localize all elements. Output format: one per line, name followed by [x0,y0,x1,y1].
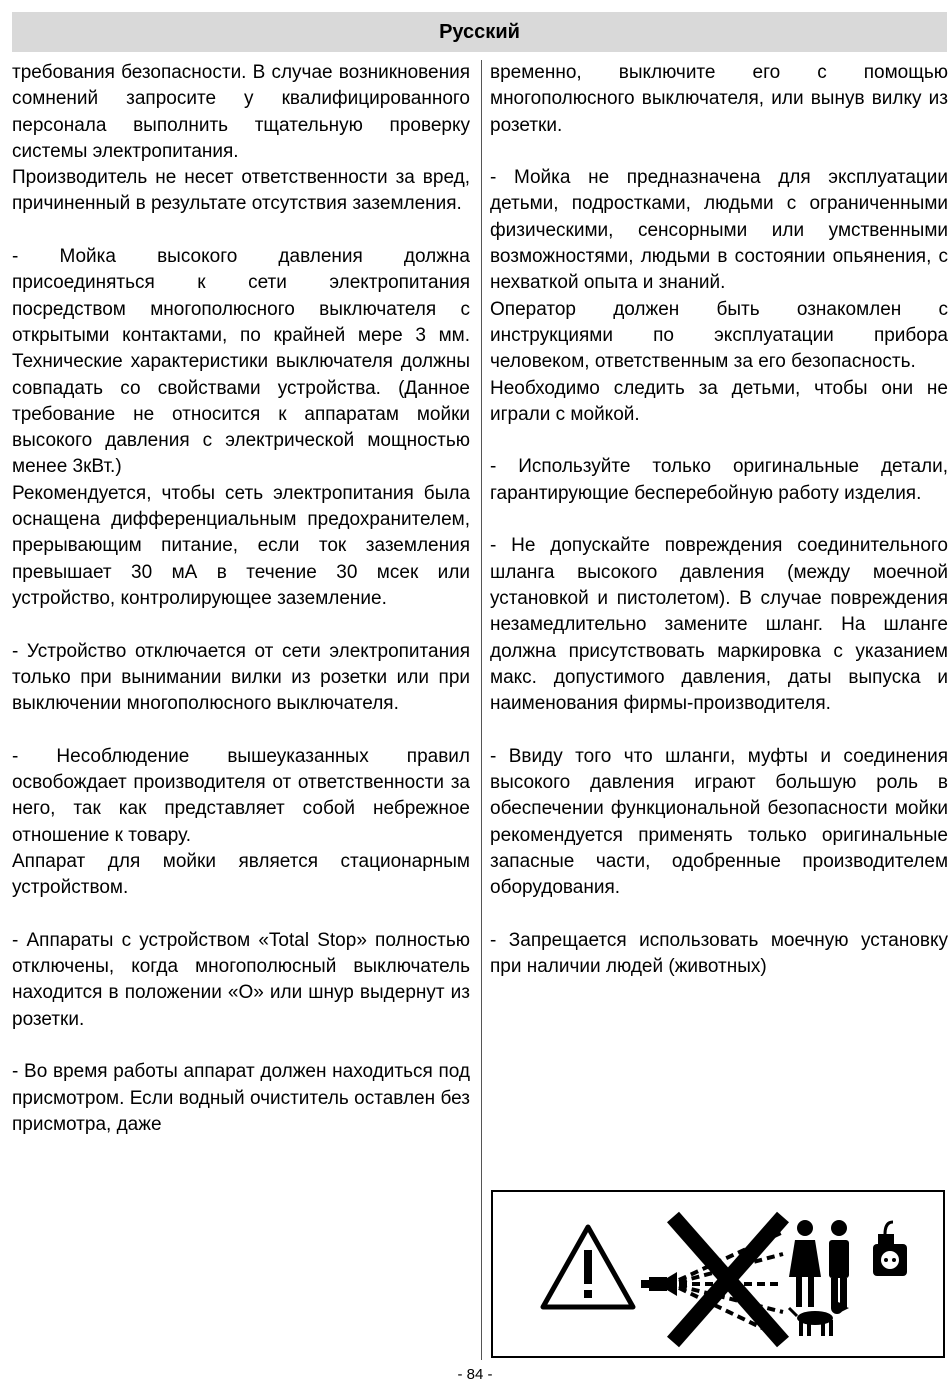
paragraph: - Во время работы аппарат должен находиться под присмотром. Если водный очиститель оставлен без присмотра, даже [12,1061,470,1135]
paragraph: Аппарат для мойки является стационарным устройством. [12,850,470,899]
paragraph: требования безопасности. В случае возникновения сомнений запросите у квалифицированного персонала выполнить тщательную проверку системы электропитания. [12,62,470,162]
paragraph: - Мойка высокого давления должна присоединяться к сети электропитания посредством многополюсного выключателя с открытыми контактами, по крайней мере 3 мм. Технические характеристики выключателя должны совпадать со свойствами устройства. (Данное требование не относится к аппаратам мойки высокого давления с электрической мощностью менее 3кВт.) [12,246,470,478]
warning-pictogram [491,1190,945,1358]
paragraph: - Несоблюдение вышеуказанных правил освобождает производителя от ответственности за него, так как представляет собой небрежное отношение к товару. [12,745,470,846]
right-text-column [490,60,948,980]
column-divider [481,60,482,1360]
dog-icon [789,1302,849,1336]
language-header [12,12,947,52]
man-icon [829,1220,849,1308]
paragraph: - Используйте только оригинальные детали, гарантирующие бесперебойную работу изделия. [490,456,948,504]
spray-gun-icon [641,1272,677,1296]
prohibition-cross-icon [673,1217,783,1342]
paragraph: - Запрещается использовать моечную установку при наличии людей (животных) [490,929,948,978]
warning-triangle-icon [543,1227,633,1307]
paragraph: - Устройство отключается от сети электропитания только при вынимании вилки из розетки или при выключении многополюсного выключателя. [12,640,470,715]
paragraph: Оператор должен быть ознакомлен с инструкциями по эксплуатации прибора человеком, ответственным за его безопасность. [490,298,948,373]
paragraph: - Аппараты с устройством «Total Stop» полностью отключены, когда многополюсный выключатель находится в положении «О» или шнур выдернут из розетки. [12,929,470,1030]
left-text-column [12,60,470,1138]
paragraph: Рекомендуется, чтобы сеть электропитания была оснащена дифференциальным предохранителем, прерывающим питание, если ток заземления превышает 30 мА в течение 30 мсек или устройство, контролирующее заземление. [12,482,470,609]
language-title: Русский [439,20,520,43]
paragraph: - Мойка не предназначена для эксплуатации детьми, подростками, людьми с ограниченными физическими, сенсорными или умственными возможностями, людьми в состоянии опьянения, с нехваткой опыта и знаний. [490,167,948,294]
paragraph: временно, выключите его с помощью многополюсного выключателя, или вынув вилку из розетки. [490,62,948,136]
paragraph: - Ввиду того что шланги, муфты и соединения высокого давления играют большую роль в обеспечении функциональной безопасности мойки рекомендуется применять только оригинальные запасные части, одобренные производителем оборудования. [490,745,948,899]
paragraph: - Не допускайте повреждения соединительного шланга высокого давления (между моечной установкой и пистолетом). В случае повреждения незамедлительно замените шланг. На шланге должна присутствовать маркировка с указанием макс. допустимого давления, даты выпуска и наименования фирмы-производителя. [490,535,948,715]
paragraph: Необходимо следить за детьми, чтобы они не играли с мойкой. [490,377,948,425]
paragraph: Производитель не несет ответственности за вред, причиненный в результате отсутствия заземления. [12,167,470,215]
page-number: - 84 - [457,1366,493,1383]
socket-plug-icon [873,1222,907,1276]
woman-icon [789,1220,821,1307]
